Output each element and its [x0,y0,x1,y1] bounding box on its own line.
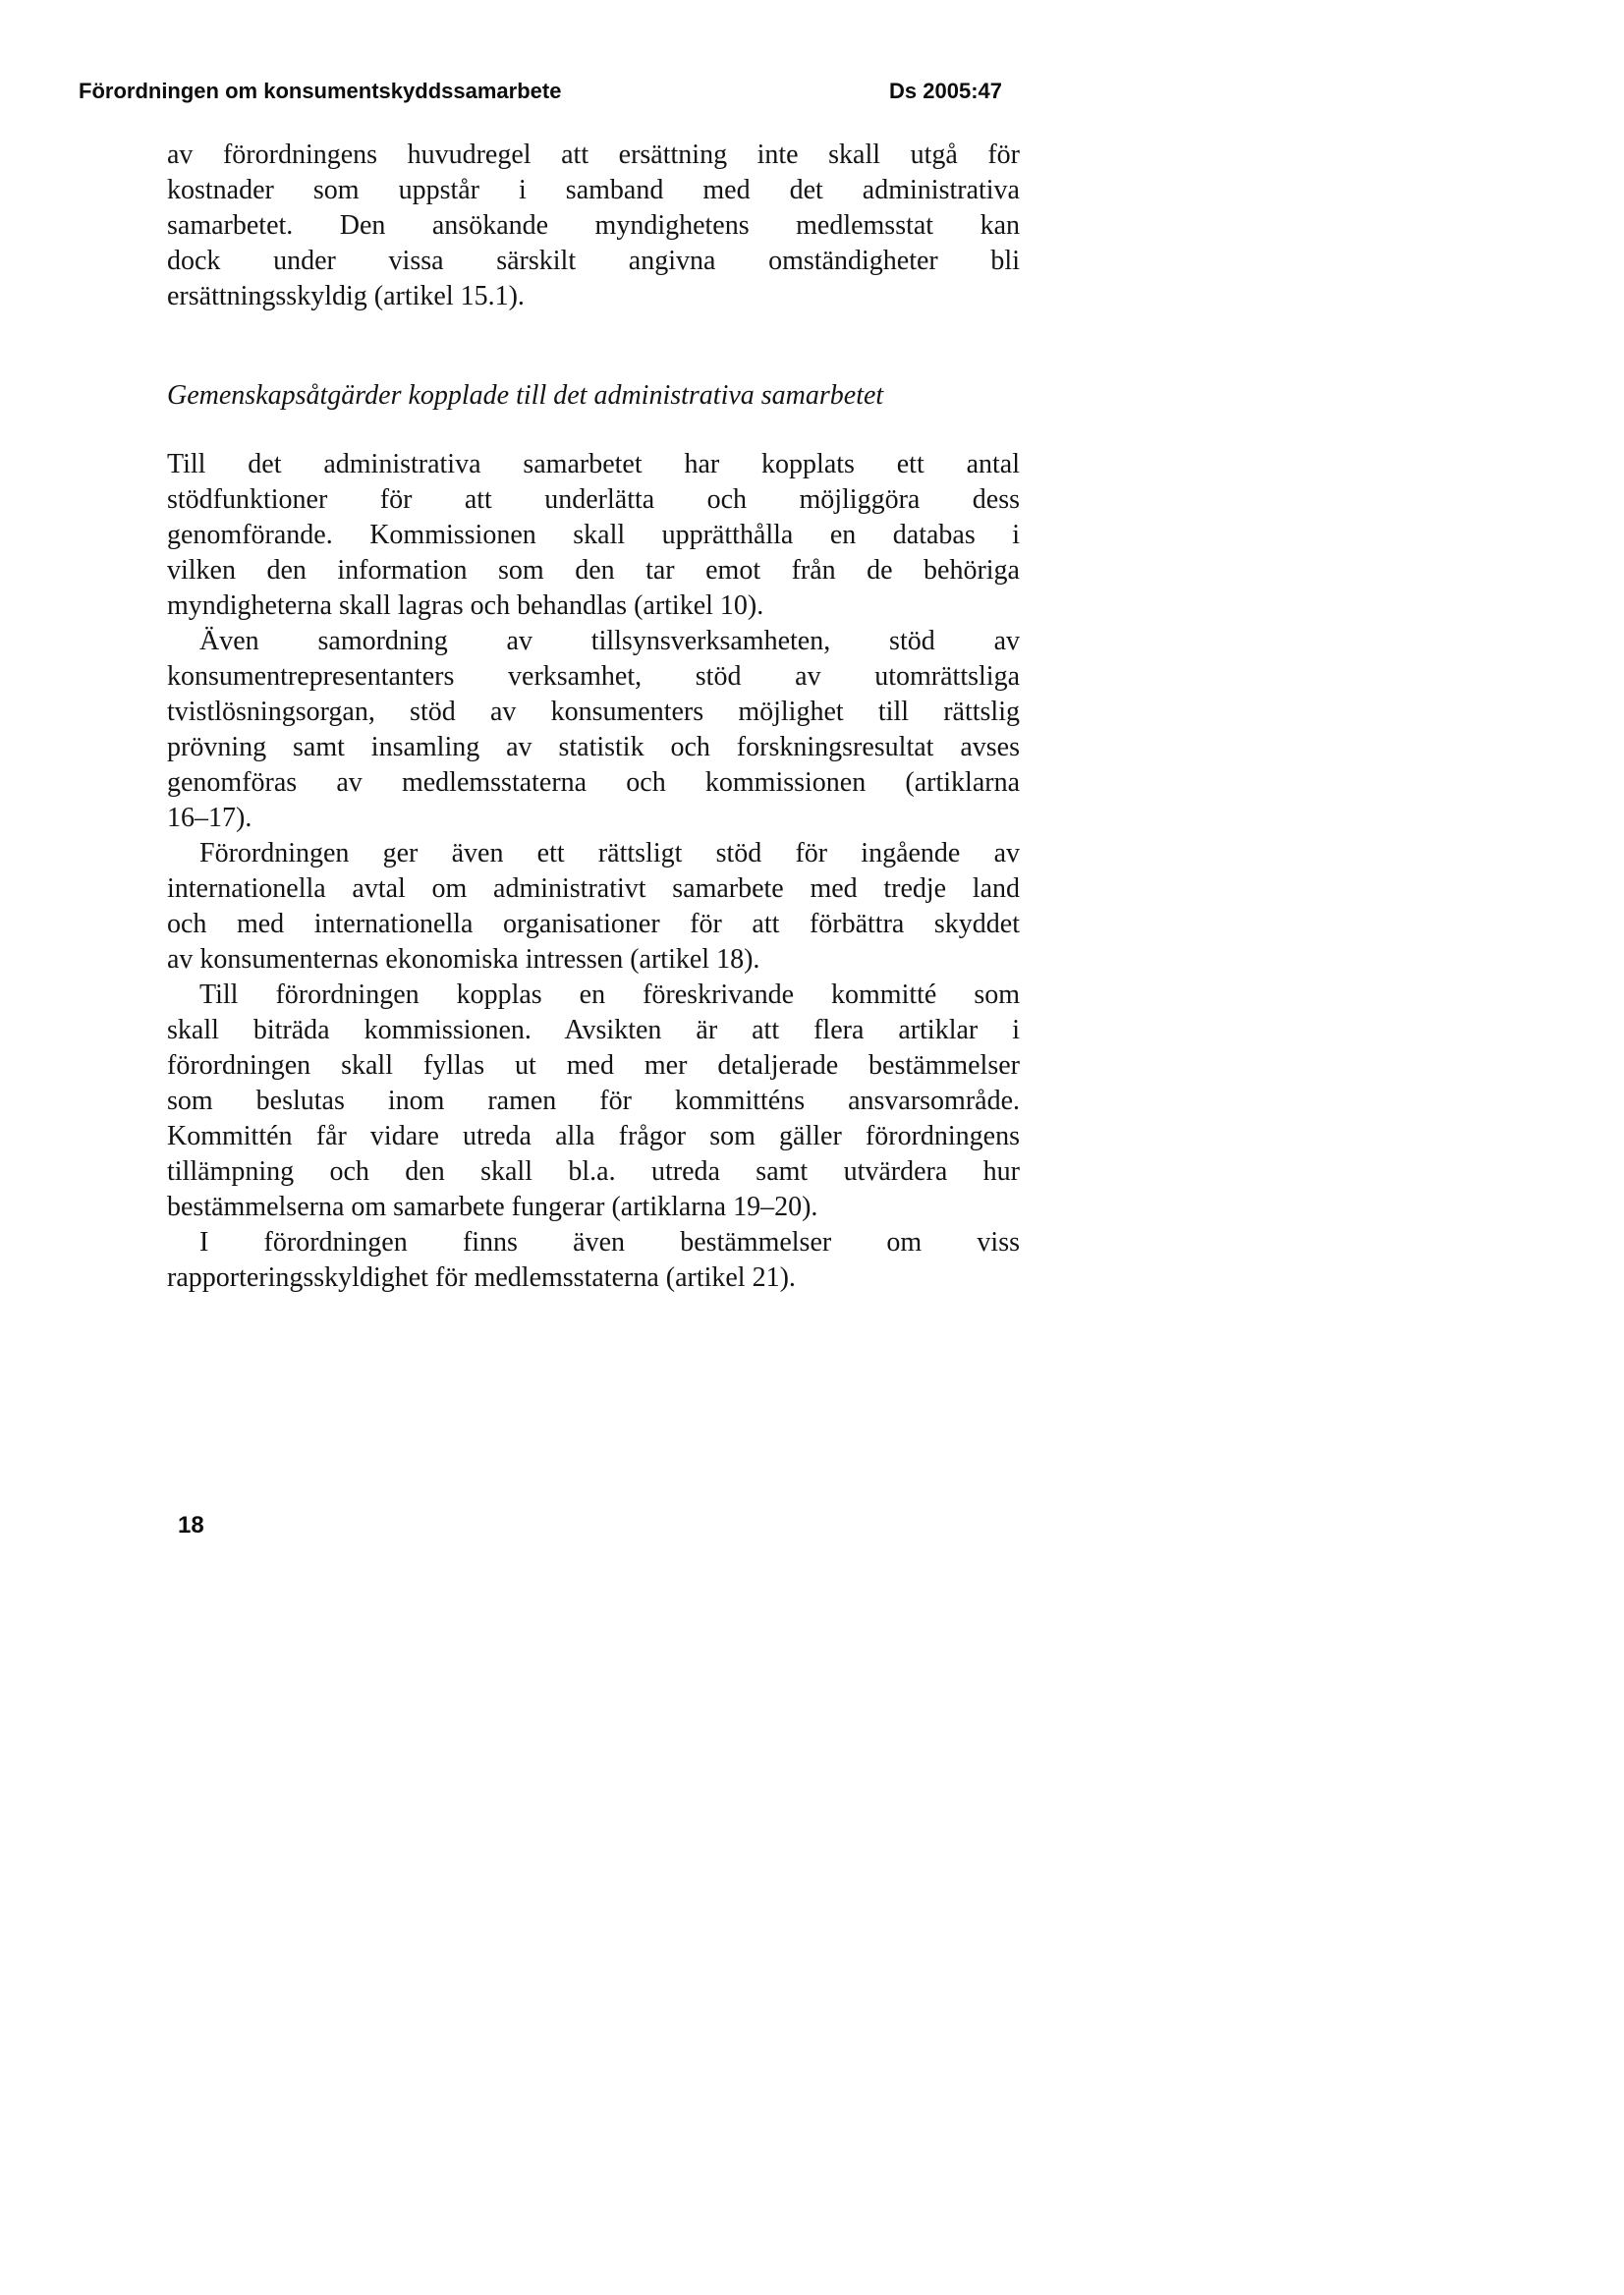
paragraph [167,978,1020,1225]
text-line: tvistlösningsorgan, stöd av konsumenters möjlighet till rättslig [167,697,1020,727]
paragraph [167,1225,1020,1296]
text-line: genomföras av medlemsstaterna och kommissionen (artiklarna [167,767,1020,798]
page-number: 18 [178,1512,204,1539]
text-line: kostnader som uppstår i samband med det administrativa [167,175,1020,205]
text-line: och med internationella organisationer för att förbättra skyddet [167,909,1020,939]
text-line: Till det administrativa samarbetet har kopplats ett antal [167,449,1020,479]
text-line: konsumentrepresentanters verksamhet, stöd av utomrättsliga [167,661,1020,692]
paragraph [167,624,1020,836]
text-line: ersättningsskyldig (artikel 15.1). [167,281,525,311]
text-line: I förordningen finns även bestämmelser om viss [199,1227,1020,1258]
text-line: av konsumenternas ekonomiska intressen (artikel 18). [167,944,760,975]
text-line: av förordningens huvudregel att ersättning inte skall utgå för [167,140,1020,170]
text-line: dock under vissa särskilt angivna omständigheter bli [167,246,1020,276]
text-line: rapporteringsskyldighet för medlemsstaterna (artikel 21). [167,1262,796,1293]
text-line: vilken den information som den tar emot från de behöriga [167,555,1020,586]
paragraph [167,447,1020,624]
text-line: 16–17). [167,803,252,833]
header-document-title: Förordningen om konsumentskyddssamarbete [79,79,562,103]
text-line: internationella avtal om administrativt samarbete med tredje land [167,873,1020,904]
section-heading: Gemenskapsåtgärder kopplade till det administrativa samarbetet [167,380,884,411]
text-line: Kommittén får vidare utreda alla frågor som gäller förordningens [167,1121,1020,1151]
text-line: Förordningen ger även ett rättsligt stöd för ingående av [199,838,1020,868]
text-line: Till förordningen kopplas en föreskrivande kommitté som [199,980,1020,1010]
paragraph [167,836,1020,978]
header-document-id: Ds 2005:47 [889,79,1002,103]
text-line: förordningen skall fyllas ut med mer detaljerade bestämmelser [167,1050,1020,1081]
text-line: tillämpning och den skall bl.a. utreda samt utvärdera hur [167,1156,1020,1187]
text-line: stödfunktioner för att underlätta och möjliggöra dess [167,484,1020,515]
body-text-column [167,138,1020,1296]
text-line: som beslutas inom ramen för kommitténs ansvarsområde. [167,1086,1020,1116]
text-line: myndigheterna skall lagras och behandlas (artikel 10). [167,590,764,621]
text-line: genomförande. Kommissionen skall upprätthålla en databas i [167,520,1020,550]
text-line: skall biträda kommissionen. Avsikten är att flera artiklar i [167,1015,1020,1045]
text-line: Även samordning av tillsynsverksamheten, stöd av [199,626,1020,656]
text-line: samarbetet. Den ansökande myndighetens medlemsstat kan [167,210,1020,241]
running-header [79,79,1002,104]
text-line: prövning samt insamling av statistik och forskningsresultat avses [167,732,1020,762]
text-line: bestämmelserna om samarbete fungerar (artiklarna 19–20). [167,1192,818,1222]
paragraph-continuation [167,138,1020,314]
